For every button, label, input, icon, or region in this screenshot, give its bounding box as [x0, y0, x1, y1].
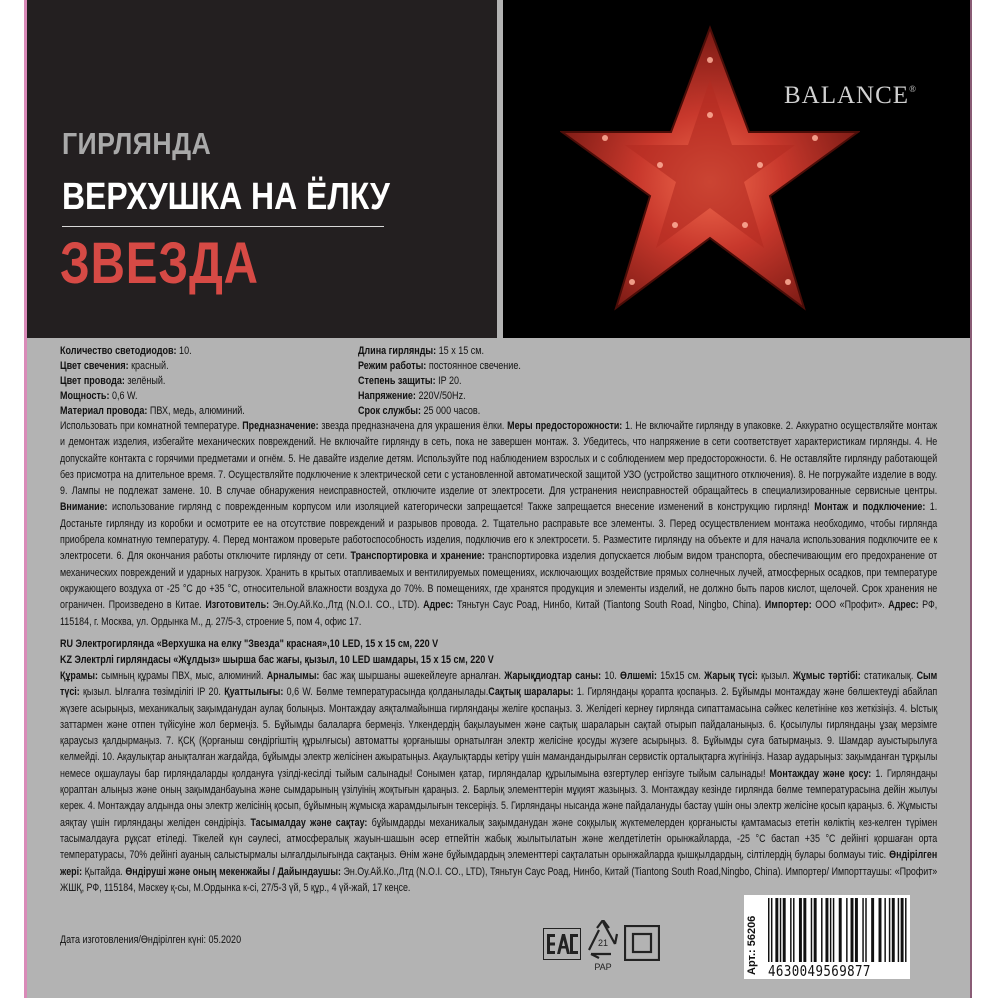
spec-row: Мощность: 0,6 W.: [60, 390, 138, 402]
specs-right: [358, 344, 557, 419]
spec-row: Материал провода: ПВХ, медь, алюминий.: [60, 405, 245, 417]
product-name-ru: RU Электрогирлянда «Верхушка на елку "Звезда" красная»,10 LED, 15 х 15 см, 220 V: [60, 638, 439, 650]
instructions-ru: Использовать при комнатной температуре. Предназначение: звезда предназначена для украшения ёлки. Меры предосторожности: 1. Не включайте гирлянду в упаковке. 2. Аккуратно осуществляйте монтаж и демонтаж изделия, избегайте механических повреждений. Не включайте гирлянду в сеть, пока не завершен монтаж. 3. Убедитесь, что напряжение в сети соответствует характеристикам гирлянды. 4. Не допускайте контакта с горячими предметами и огнём. 5. Не давайте изделие детям. Используйте под наблюдением взрослых и с соблюдением мер предосторожности. 6. Не оставляйте гирлянду работающей без присмотра на длительное время. 7. Осуществляйте подключение к электрической сети с установленной автоматической защитой УЗО (устройство защитного отключения). 8. Не погружайте изделие в воду. 9. Лампы не подлежат замене. 10. В случае обнаружения неисправностей, отключите изделие от электросети. Для устранения неисправностей обращайтесь в специализированные сервисные центры. Внимание: использование гирлянд с поврежденным корпусом или изоляцией категорически запрещается! Также запрещается внесение изменений в конструкцию гирлянд! Монтаж и подключение: 1. Достаньте гирлянду из коробки и осмотрите ее на отсутствие повреждений и разрывов провода. 2. Тщательно расправьте все элементы. 3. Перед осуществлением монтажа необходимо, чтобы гирлянда приобрела комнатную температуру. 4. Перед монтажом проверьте работоспособность изделия, подключив его к электросети. 5. Разместите гирлянду на объекте и для начала использования подключите ее к электросети. 6. Для окончания работы отключите гирлянду от сети. Транспортировка и хранение: транспортировка изделия допускается любым видом транспорта, обеспечивающим его предохранение от механических повреждений и ударных нагрузок. Хранить в крытых отапливаемых и вентилируемых помещениях, исключающих воздействие прямых солнечных лучей, атмосферных осадков, при температуре окружающего воздуха от -25 °С до +35 °С, относительной влажности воздуха до 70%. В помещениях, где хранятся продукция и элементы изделий, не должно быть паров кислот, щелочей. Срок хранения не ограничен. Произведено в Китае. Изготовитель: Эн.Оу.Ай.Ко.,Лтд (N.O.I. CO., LTD). Адрес: Тяньтун Саус Роад, Нинбо, Китай (Tiantong South Road, Ningbo, China). Импортер: ООО «Профит». Адрес: РФ, 115184, г. Москва, ул. Ордынка М., д. 27/5-3, строение 5, пом 4, офис 17.: [60, 420, 938, 628]
recycle-label: PAP: [594, 962, 612, 972]
specs-left: [60, 344, 285, 419]
spec-row: Количество светодиодов: 10.: [60, 345, 192, 357]
product-name-kz: KZ Электрлі гирляндасы «Жұлдыз» шырша бас жағы, қызыл, 10 LED шамдары, 15 х 15 см, 220 V: [60, 654, 494, 666]
double-insulation-icon: [624, 925, 660, 961]
spec-row: Напряжение: 220V/50Hz.: [358, 390, 466, 402]
instructions-kz: Құрамы: сымның құрамы ПВХ, мыс, алюминий. Арналымы: бас жақ шыршаны әшекейлеуге арналған. Жарықдиодтар саны: 10. Өлшемі: 15х15 см. Жарық түсі: қызыл. Жұмыс тәртібі: статикалық. Сым түсі: қызыл. Ылғалға төзімділігі IP 20. Қуаттылығы: 0,6 W. Бөлме температурасында қолданылады.Сақтық шаралары: 1. Гирляндаңы қорапта қоспаңыз. 2. Бұйымды монтаждау және бөлшектеуді абайлап жүзеге асырыңыз, механикалық зақымданудан аулақ болыңыз. Монтаждау аяқталмайынша гирляндаңы желіге қоспаңыз. 3. Желідегі кернеу гирлянда сипаттамасына сәйкес келетініне көз жеткізіңіз. 4. Ыстық заттармен және отпен түйісуіне жол бермеңіз. 5. Бұйымды балаларға бермеңіз. Үлкендердің бақылауымен және сақтық шараларын сақтай отырып пайдаланыңыз. 6. Қосылулы гирляндаңы ұзақ мерзімге қараусыз қалдырмаңыз. 7. ҚСҚ (Қорғаныш сөндіргіштің құрылғысы) автоматты қорғанышы орнатылған электр желісіне қосуды жүзеге асырыңыз. 8. Бұйымды суға батырмаңыз. 9. Шамдар ауыстырылуға келмейді. 10. Ақаулықтар анықталған жағдайда, бұйымды электр желісінен ажыратыңыз. Ақаулықтарды кетіру үшін мамандандырылған сервистік орталықтарға жүгініңіз. Назар аударыңыз: зақымданған тұрқылы немесе оқшаулауы бар гирляндаларды қолдануға үзілді-кесілді тыйым салынады! Сонымен қатар, гирляндалар құрылымына өзгертулер енгізуге тыйым салынады! Монтаждау және қосу: 1. Гирляндаңы қораптан алыңыз және оның зақымданбауына және сымдарының үзілуінің жоқтығын қараңыз. 2. Барлық элементтерін мұқият жазыңыз. 3. Монтаждау кезінде гирлянда бөлме температурасына дейін жылуы керек. 4. Монтаждау алдында оны электр желісінің қосып, бұйымның жұмысқа жарамдылығын тексеріңіз. 5. Гирляндаңы нысанда және пайдалануды бастау үшін оны электр желісіне қосып қараңыз. 6. Жұмысты аяқтау үшін гирляндаңы желіден сөндіріңіз. Тасымалдау және сақтау: бұйымдарды механикалық зақымданудан және соққылық жүктемелерден қорғанысты қамтамасыз ететін көліктің кез-келген түрімен тасымалдауға рұқсат етіледі. Тікелей күн сәулесі, атмосфералық жауын-шашын әсер етпейтін жабық жылытылатын және желдетілетін орынжайларда, -25 °С бастап +35 °С дейінгі қоршаған орта температурасы, 70% дейінгі ауаның салыстырмалы ылғалдылығында сақтаңыз. Өнім және бұйымдардың элементтері сақталатын орынжайларда қышқылдардың, сілтілердің булары болмауы тиіс. Өндірілген жері: Қытайда. Өндіруші және оның мекенжайы / Дайындаушы: Эн.Оу.Ай.Ко.,Лтд (N.O.I. CO., LTD), Тяньтун Саус Роад, Нинбо, Китай (Tiantong South Road,Ningbo, China). Импортер/ Импорттаушы: «Профит» ЖШҚ, РФ, 115184, Мәскеу қ-сы, М.Ордынка к-сі, 27/5-3 үй, 5 құр., 4 үй-жай, 17 кеңсе.: [60, 670, 938, 894]
ean-code: 4630049569877: [768, 962, 871, 980]
barcode-icon: [768, 898, 908, 962]
brand-logo: BALANCE®: [784, 82, 917, 109]
spec-row: Степень защиты: IP 20.: [358, 375, 462, 387]
manufacture-date: Дата изготовления/Өндірілген күні: 05.2020: [60, 934, 242, 946]
spec-row: Срок службы: 25 000 часов.: [358, 405, 481, 417]
spec-row: Цвет провода: зелёный.: [60, 375, 166, 387]
article-number: Арт.: 56206: [746, 915, 758, 975]
category-title: ГИРЛЯНДА: [62, 126, 212, 161]
spec-row: Длина гирлянды: 15 x 15 см.: [358, 345, 484, 357]
product-subtitle: ВЕРХУШКА НА ЁЛКУ: [62, 176, 390, 218]
title-divider: [62, 226, 384, 227]
eac-icon: [543, 928, 581, 960]
spec-row: Режим работы: постоянное свечение.: [358, 360, 521, 372]
recycle-icon: [585, 920, 621, 972]
product-title: ЗВЕЗДА: [60, 231, 259, 296]
recycle-number: 21: [597, 938, 609, 948]
star-icon: [560, 20, 860, 320]
spec-row: Цвет свечения: красный.: [60, 360, 169, 372]
